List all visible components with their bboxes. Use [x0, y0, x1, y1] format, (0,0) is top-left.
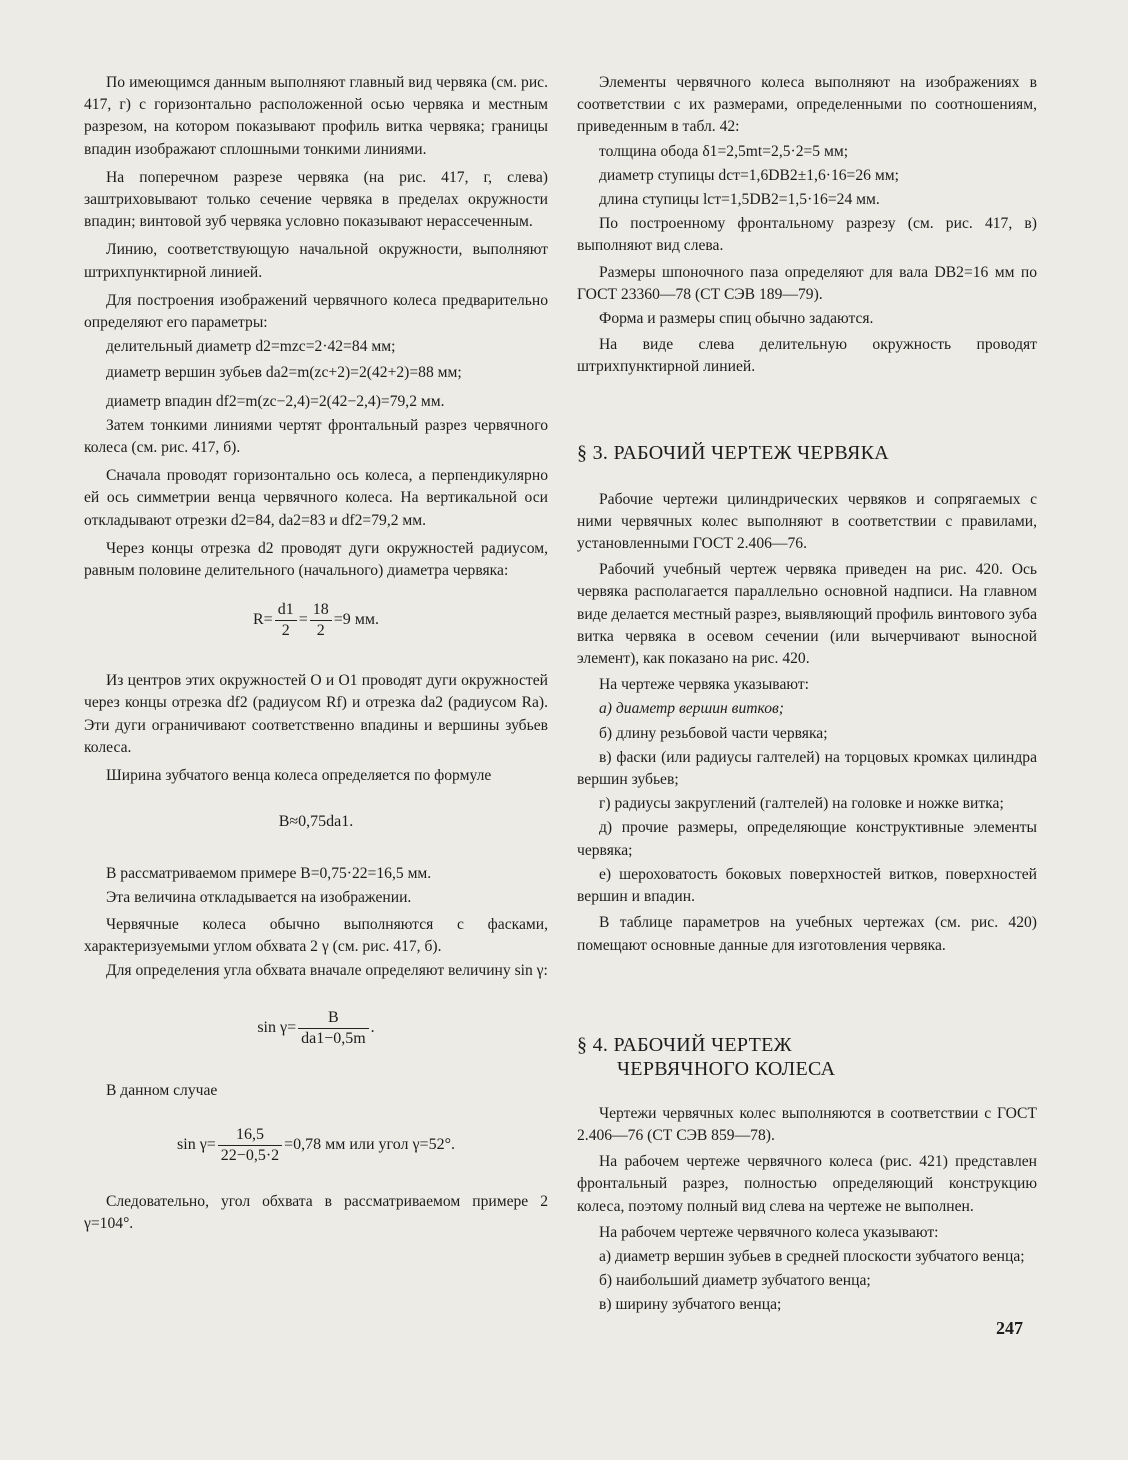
- list-item: а) диаметр вершин зубьев в средней плоскости зубчатого венца;: [599, 1247, 1025, 1265]
- left-column: [84, 72, 548, 1235]
- formula-rhs: =9 мм.: [333, 611, 379, 629]
- paragraph: диаметр ступицы dст=1,6DB2±1,6·16=26 мм;: [599, 166, 899, 184]
- paragraph: Элементы червячного колеса выполняют на изображениях в соответствии с их размерами, определенными по соотношениям, приведенным в табл. 42:: [577, 74, 1037, 136]
- formula-lhs: sin γ=: [257, 1019, 297, 1037]
- fraction: [298, 1008, 369, 1049]
- section-heading: [577, 1033, 1037, 1081]
- numerator: B: [298, 1008, 369, 1029]
- formula-sin-value: [84, 1125, 548, 1171]
- formula-sin: sin γ= $\frac{B}{da1-0,5m}$ .: [257, 1009, 375, 1048]
- heading-line: ЧЕРВЯЧНОГО КОЛЕСА: [617, 1057, 836, 1080]
- formula-rhs: =0,78 мм или угол γ=52°.: [284, 1135, 455, 1153]
- paragraph: По построенному фронтальному разрезу (см. рис. 417, в) выполняют вид слева.: [577, 215, 1037, 255]
- numerator: 18: [310, 600, 332, 621]
- paragraph: Из центров этих окружностей O и O1 проводят дуги окружностей через концы отрезка df2 (радиусом Rf) и отрезка da2 (радиусом Ra). Эти дуги ограничивают соответственно впадины и вершины зубьев колеса.: [84, 672, 548, 756]
- denominator: 2: [281, 622, 290, 640]
- fraction: [275, 600, 297, 641]
- paragraph: Через концы отрезка d2 проводят дуги окружностей радиусом, равным половине делительного (начального) диаметра червяка:: [84, 539, 548, 580]
- heading-line: § 4. РАБОЧИЙ ЧЕРТЕЖ: [577, 1033, 792, 1056]
- denominator: 2: [316, 622, 325, 640]
- paragraph: толщина обода δ1=2,5mt=2,5·2=5 мм;: [599, 142, 849, 160]
- numerator: 16,5: [218, 1125, 282, 1146]
- paragraph: Ширина зубчатого венца колеса определяется по формуле: [106, 767, 492, 785]
- denominator: da1−0,5m: [301, 1030, 366, 1048]
- paragraph: Для определения угла обхвата вначале определяют величину sin γ:: [106, 962, 548, 980]
- numerator: d1: [275, 600, 297, 621]
- paragraph: Сначала проводят горизонтально ось колеса, а перпендикулярно ей ось симметрии венца червячного колеса. На вертикальной оси откладывают отрезки d2=84, da2=83 и df2=79,2 мм.: [84, 467, 548, 529]
- paragraph: На виде слева делительную окружность проводят штрихпунктирной линией.: [577, 336, 1037, 376]
- paragraph: Рабочие чертежи цилиндрических червяков и сопрягаемых с ними червячных колес выполняют в соответствии с правилами, установленными ГОСТ 2.406—76.: [577, 490, 1037, 553]
- list-item: б) длину резьбовой части червяка;: [599, 724, 828, 742]
- formula-width: B≈0,75da1.: [278, 813, 354, 831]
- paragraph: По имеющимся данным выполняют главный вид червяка (см. рис. 417, г) с горизонтально расположенной осью червяка и местным разрезом, на котором показывают профиль витка червяка; границы впадин изображают сплошными тонкими линиями.: [84, 74, 548, 158]
- paragraph: На рабочем чертеже червячного колеса указывают:: [599, 1223, 939, 1241]
- list-item: в) фаски (или радиусы галтелей) на торцовых кромках цилиндра вершин зубьев;: [577, 748, 1037, 789]
- paragraph: делительный диаметр d2=mzc=2·42=84 мм;: [106, 338, 396, 356]
- formula-radius: R= $\frac{d1}{2}$ = $\frac{18}{2}$ =9 мм.: [252, 601, 379, 640]
- paragraph: В таблице параметров на учебных чертежах (см. рис. 420) помещают основные данные для изготовления червяка.: [577, 914, 1037, 954]
- paragraph: Затем тонкими линиями чертят фронтальный разрез червячного колеса (см. рис. 417, б).: [84, 416, 548, 457]
- fraction: [218, 1125, 282, 1166]
- paragraph: В данном случае: [106, 1082, 218, 1100]
- paragraph: Линию, соответствующую начальной окружности, выполняют штрихпунктирной линией.: [84, 241, 548, 281]
- paragraph: диаметр впадин df2=m(zc−2,4)=2(42−2,4)=79,2 мм.: [106, 392, 445, 410]
- list-item: д) прочие размеры, определяющие конструктивные элементы червяка;: [577, 819, 1037, 859]
- paragraph: На чертеже червяка указывают:: [599, 676, 809, 694]
- paragraph: На рабочем чертеже червячного колеса (рис. 421) представлен фронтальный разрез, полностью определяющий конструкцию колеса, поэтому полный вид слева на чертеже не выполнен.: [577, 1153, 1037, 1215]
- fraction: [310, 600, 332, 641]
- denominator: 22−0,5·2: [220, 1146, 280, 1164]
- list-item-text: а) диаметр вершин витков;: [599, 700, 784, 718]
- right-column: [577, 72, 1037, 1317]
- list-item: в) ширину зубчатого венца;: [599, 1296, 782, 1314]
- paragraph: Форма и размеры спиц обычно задаются.: [599, 310, 874, 328]
- paragraph: В рассматриваемом примере B=0,75·22=16,5 мм.: [106, 865, 432, 883]
- formula-lhs: sin γ=: [177, 1135, 216, 1153]
- formula-lhs: R=: [252, 611, 273, 629]
- list-item: е) шероховатость боковых поверхностей витков, поверхностей вершин и впадин.: [577, 865, 1037, 906]
- section-heading: § 3. РАБОЧИЙ ЧЕРТЕЖ ЧЕРВЯКА: [577, 441, 890, 464]
- paragraph: длина ступицы lст=1,5DB2=1,5·16=24 мм.: [599, 191, 880, 209]
- list-item: г) радиусы закруглений (галтелей) на головке и ножке витка;: [599, 795, 1004, 813]
- paragraph: диаметр вершин зубьев da2=m(zc+2)=2(42+2)=88 мм;: [106, 364, 462, 382]
- paragraph: Рабочий учебный чертеж червяка приведен на рис. 420. Ось червяка располагается параллельно основной надписи. На главном виде делается местный разрез, выявляющий профиль винтового зуба витка червяка в осевом сечении (или вычерчивают выносной элемент), как показано на рис. 420.: [577, 561, 1037, 668]
- paragraph: Чертежи червячных колес выполняются в соответствии с ГОСТ 2.406—76 (СТ СЭВ 859—78).: [577, 1104, 1037, 1144]
- paragraph: Размеры шпоночного паза определяют для вала DB2=16 мм по ГОСТ 23360—78 (СТ СЭВ 189—79).: [577, 263, 1037, 303]
- list-item: [577, 698, 1037, 720]
- paragraph: Для построения изображений червячного колеса предварительно определяют его параметры:: [84, 291, 548, 332]
- paragraph: Эта величина откладывается на изображении.: [106, 889, 412, 907]
- paragraph: Следовательно, угол обхвата в рассматриваемом примере 2 γ=104°.: [84, 1192, 548, 1232]
- paragraph: На поперечном разрезе червяка (на рис. 417, г, слева) заштриховывают только сечение червяка в пределах окружности впадин; винтовой зуб червяка условно показывают нерассеченным.: [84, 168, 548, 231]
- list-item: б) наибольший диаметр зубчатого венца;: [599, 1272, 871, 1290]
- page-number: 247: [996, 1318, 1023, 1338]
- paragraph: Червячные колеса обычно выполняются с фасками, характеризуемыми углом обхвата 2 γ (см. рис. 417, б).: [84, 915, 548, 955]
